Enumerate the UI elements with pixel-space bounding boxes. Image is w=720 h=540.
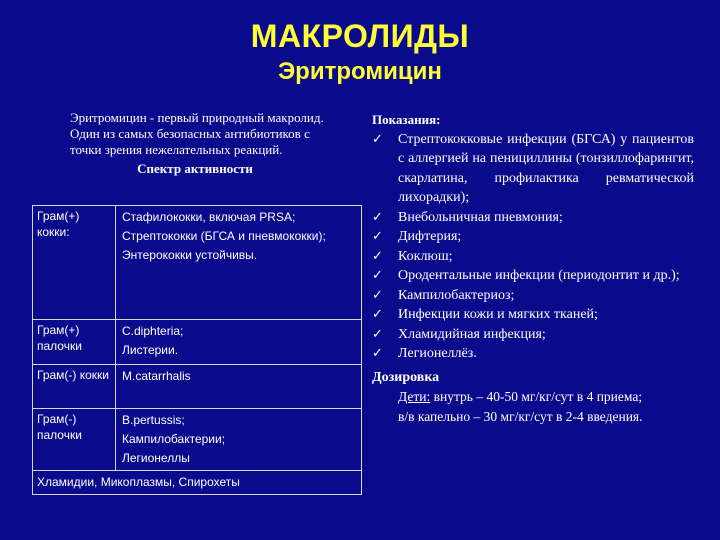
check-icon: ✓	[372, 268, 383, 283]
table-row	[33, 206, 362, 320]
organism: Стафилококки, включая PRSA;	[122, 210, 296, 224]
check-icon: ✓	[372, 287, 383, 303]
check-icon: ✓	[372, 346, 383, 361]
check-icon: ✓	[372, 209, 383, 225]
organism: Легионеллы	[122, 451, 190, 465]
list-item: ✓ Стрептококковые инфекции (БГСА) у пациентов с аллергией на пенициллины (тонзиллофарингит, скарлатина, профилактика ревматической лихорадки);	[372, 131, 694, 205]
organism: Энтерококки устойчивы.	[122, 248, 258, 262]
organism: Кампилобактерии;	[122, 432, 226, 446]
list-item: ✓ Дифтерия;	[372, 227, 694, 247]
check-icon: ✓	[372, 307, 383, 322]
organism: M.catarrhalis	[122, 369, 191, 383]
list-item: ✓ Инфекции кожи и мягких тканей;	[372, 305, 694, 325]
check-icon: ✓	[372, 248, 383, 264]
organism: C.diphteria;	[122, 324, 184, 338]
list-item: ✓ Ородентальные инфекции (периодонтит и др.);	[372, 266, 694, 286]
children-label: Дети:	[398, 389, 431, 404]
intro-line: Эритромицин - первый природный макролид.	[70, 110, 324, 125]
group-cell: Грам(+) кокки:	[33, 206, 116, 320]
spectrum-heading: Спектр активности	[137, 161, 253, 176]
list-item: ✓ Кампилобактериоз;	[372, 286, 694, 306]
list-item: ✓ Хламидийная инфекция;	[372, 325, 694, 345]
organism: Стрептококки (БГСА и пневмококки);	[122, 229, 326, 243]
dosage-line: в/в капельно – 30 мг/кг/сут в 2-4 введения.	[398, 408, 643, 424]
organisms-cell	[116, 365, 362, 409]
organisms-cell	[116, 409, 362, 471]
organism: Листерии.	[122, 343, 179, 357]
intro-line: Один из самых безопасных антибиотиков с	[70, 126, 310, 141]
check-icon: ✓	[372, 229, 383, 244]
children-oral-dose: внутрь – 40-50 мг/кг/сут в 4 приема;	[430, 389, 643, 404]
dosage-heading: Дозировка	[372, 369, 440, 385]
table-row	[33, 365, 362, 409]
indications-panel	[372, 110, 694, 426]
organisms-cell	[116, 320, 362, 365]
organisms-cell	[116, 206, 362, 320]
table-row	[33, 320, 362, 365]
list-item: ✓ Коклюш;	[372, 247, 694, 267]
organism: B.pertussis;	[122, 413, 185, 427]
slide-title: МАКРОЛИДЫ	[250, 18, 470, 54]
dosage-line	[372, 387, 694, 407]
spectrum-table	[32, 205, 362, 495]
group-cell: Грам(+) палочки	[33, 320, 116, 365]
group-cell: Грам(-) палочки	[33, 409, 116, 471]
intro-text	[40, 110, 350, 177]
list-item: ✓ Легионеллёз.	[372, 344, 694, 364]
table-row	[33, 471, 362, 495]
table-footer: Хламидии, Микоплазмы, Спирохеты	[33, 471, 362, 495]
slide-subtitle: Эритромицин	[278, 58, 442, 85]
check-icon: ✓	[372, 131, 383, 147]
list-item: ✓ Внебольничная пневмония;	[372, 208, 694, 228]
indications-heading: Показания:	[372, 112, 441, 127]
check-icon: ✓	[372, 326, 383, 342]
intro-line: точки зрения нежелательных реакций.	[70, 142, 283, 157]
table-row	[33, 409, 362, 471]
group-cell: Грам(-) кокки	[33, 365, 116, 409]
